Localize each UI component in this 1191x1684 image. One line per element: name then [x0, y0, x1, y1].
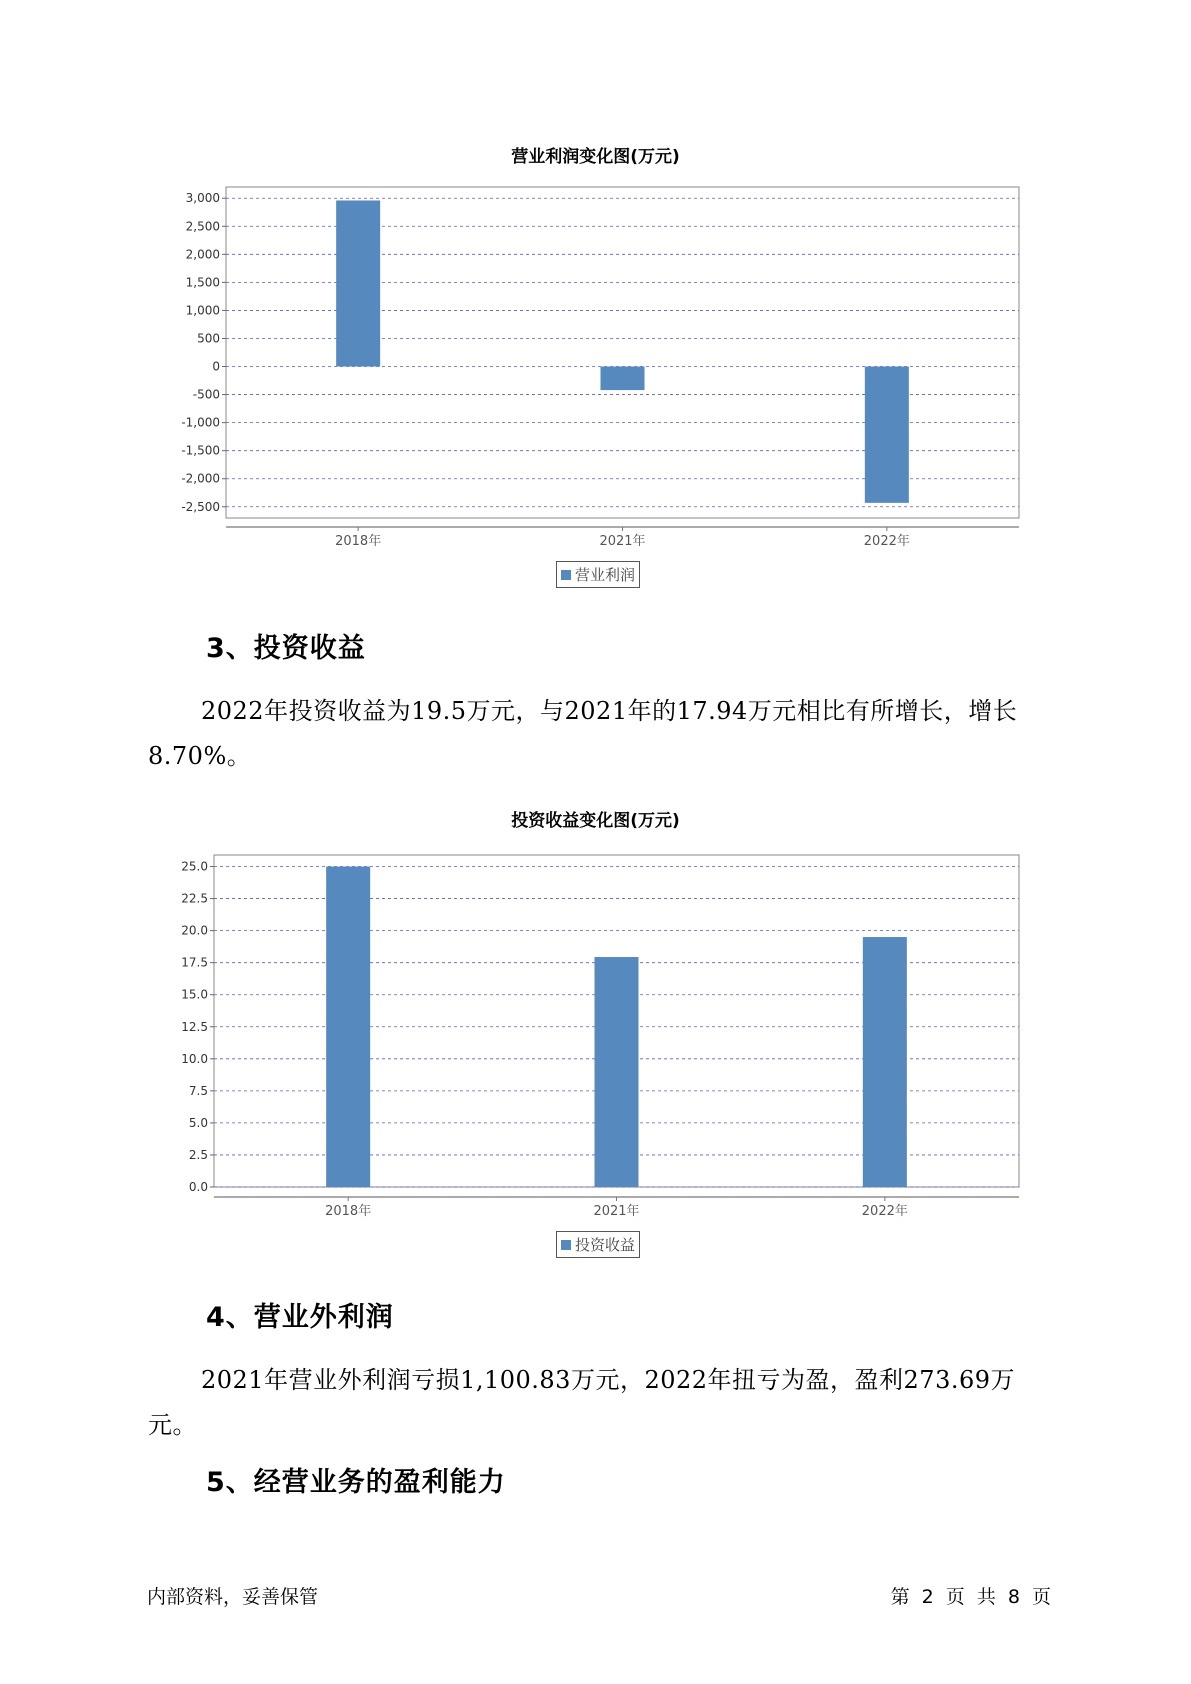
- footer-confidential-note: 内部资料，妥善保管: [147, 1586, 319, 1608]
- y-tick-label: 2,500: [185, 219, 220, 234]
- y-tick-label: -2,500: [181, 499, 220, 514]
- x-tick-label: 2022年: [861, 1204, 908, 1219]
- chart-title: 投资收益变化图(万元): [511, 811, 680, 831]
- x-tick-label: 2021年: [593, 1204, 640, 1219]
- y-tick-label: 10.0: [181, 1051, 208, 1066]
- legend-swatch: [561, 570, 571, 580]
- bar: [865, 367, 909, 503]
- investment-income-chart-svg: [0, 840, 1191, 1219]
- y-tick-label: 2,000: [185, 247, 220, 262]
- section-heading-operating-profitability: 5、经营业务的盈利能力: [206, 1467, 506, 1498]
- section-heading-non-operating: 4、营业外利润: [206, 1302, 394, 1333]
- y-tick-label: 22.5: [181, 891, 208, 906]
- chart-legend: [556, 561, 640, 588]
- section-paragraph-non-operating: 2021年营业外利润亏损1,100.83万元，2022年扭亏为盈，盈利273.69万元。: [148, 1366, 1016, 1439]
- y-tick-label: 20.0: [181, 923, 208, 938]
- y-tick-label: 15.0: [181, 987, 208, 1002]
- y-tick-label: 0.0: [188, 1180, 208, 1194]
- legend-label: 营业利润: [575, 566, 636, 584]
- y-tick-label: -1,500: [181, 443, 220, 458]
- bar: [326, 867, 370, 1187]
- operating-profit-chart-svg: [0, 170, 1191, 549]
- bar: [863, 937, 907, 1187]
- y-tick-label: 17.5: [181, 955, 208, 970]
- bar: [601, 367, 645, 391]
- chart-legend: [556, 1231, 640, 1258]
- legend-swatch: [561, 1240, 571, 1250]
- y-tick-label: 25.0: [181, 859, 208, 874]
- y-tick-label: 2.5: [188, 1147, 208, 1162]
- y-tick-label: 5.0: [188, 1115, 208, 1130]
- y-tick-label: 7.5: [188, 1083, 208, 1098]
- y-tick-label: 1,500: [185, 275, 220, 290]
- y-tick-label: -2,000: [181, 471, 220, 486]
- section-paragraph-investment: 2022年投资收益为19.5万元，与2021年的17.94万元相比有所增长，增长8.70%。: [148, 697, 1018, 770]
- y-tick-label: 0: [212, 359, 220, 374]
- x-tick-label: 2021年: [599, 534, 646, 549]
- x-tick-label: 2018年: [325, 1204, 372, 1219]
- y-tick-label: -1,000: [181, 415, 220, 430]
- y-tick-label: -500: [192, 387, 220, 402]
- x-tick-label: 2018年: [335, 534, 382, 549]
- bar: [336, 200, 380, 366]
- y-tick-label: 3,000: [185, 191, 220, 206]
- chart-title: 营业利润变化图(万元): [511, 147, 680, 167]
- y-tick-label: 12.5: [181, 1019, 208, 1034]
- y-tick-label: 1,000: [185, 303, 220, 318]
- y-tick-label: 500: [197, 331, 220, 346]
- footer-page-number: 第 2 页 共 8 页: [890, 1586, 1051, 1608]
- x-tick-label: 2022年: [863, 534, 910, 549]
- section-heading-investment: 3、投资收益: [206, 633, 366, 664]
- legend-label: 投资收益: [575, 1236, 636, 1254]
- bar: [595, 957, 639, 1187]
